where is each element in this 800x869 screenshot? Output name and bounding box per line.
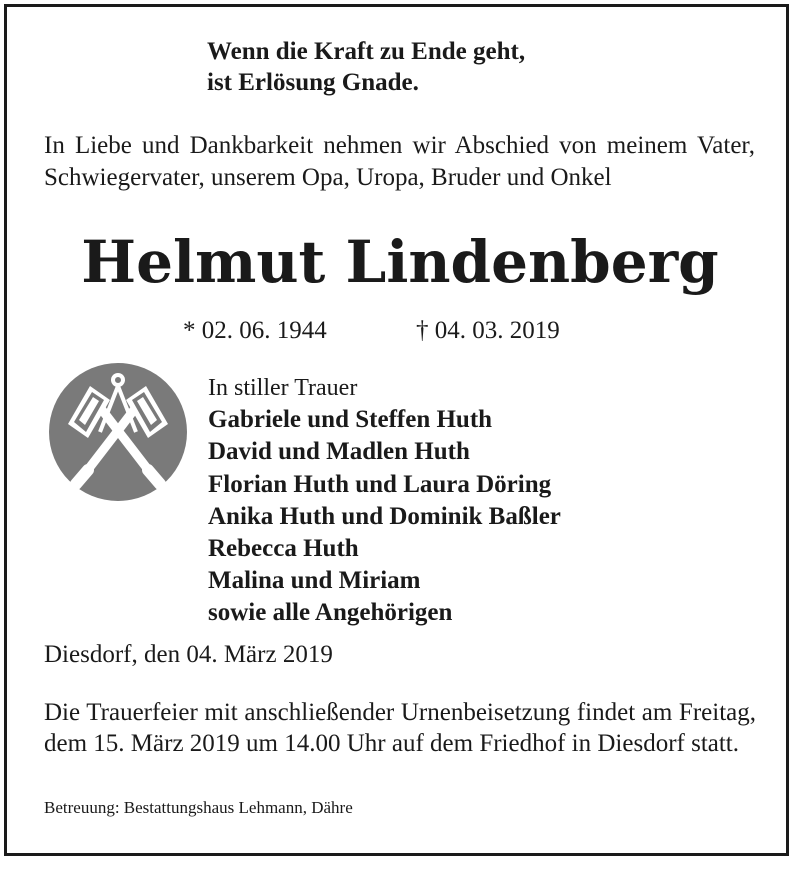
- mourner-line: Rebecca Huth: [208, 535, 359, 563]
- deceased-name: Helmut Lindenberg: [81, 228, 719, 296]
- mourners-block: [208, 372, 561, 630]
- mourners-heading: In stiller Trauer: [208, 375, 358, 401]
- care-note: Betreuung: Bestattungshaus Lehmann, Dähre: [44, 798, 353, 817]
- mourner-line: Florian Huth und Laura Döring: [208, 470, 552, 498]
- motto-line-2: ist Erlösung Gnade.: [207, 69, 419, 96]
- death-date: † 04. 03. 2019: [416, 317, 560, 344]
- mourner-line: Malina und Miriam: [208, 567, 421, 595]
- crossed-hammers-emblem-icon: [48, 362, 188, 502]
- intro-text: In Liebe und Dankbarkeit nehmen wir Abschied von meinem Vater, Schwiegervater, unserem Opa, Uropa, Bruder und Onkel: [44, 132, 755, 191]
- motto-line-1: Wenn die Kraft zu Ende geht,: [207, 38, 526, 65]
- motto: [207, 36, 525, 98]
- place-date: Diesdorf, den 04. März 2019: [44, 641, 333, 668]
- mourner-line: David und Madlen Huth: [208, 438, 470, 466]
- mourner-line: Gabriele und Steffen Huth: [208, 406, 493, 434]
- birth-date: * 02. 06. 1944: [183, 317, 327, 344]
- mourner-line: sowie alle Angehörigen: [208, 599, 453, 627]
- funeral-notice: Die Trauerfeier mit anschließender Urnenbeisetzung findet am Freitag, dem 15. März 2019 um 14.00 Uhr auf dem Friedhof in Diesdorf statt.: [44, 699, 756, 757]
- mourner-line: Anika Huth und Dominik Baßler: [208, 502, 561, 530]
